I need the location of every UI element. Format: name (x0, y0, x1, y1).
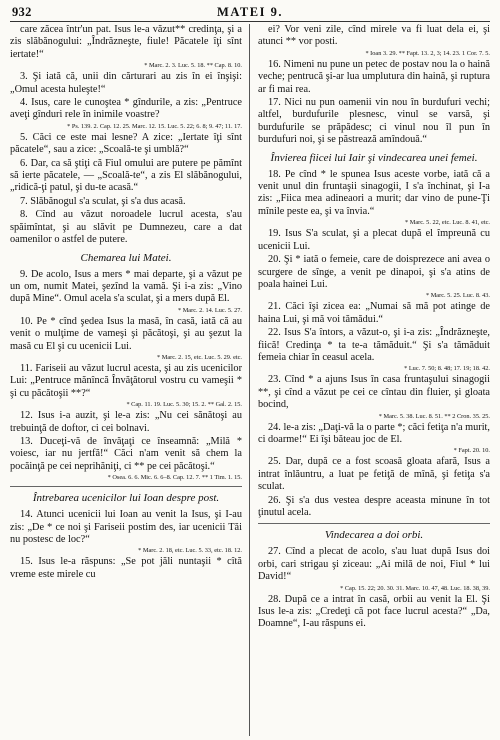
verse-paragraph: 10. Pe * cînd şedea Isus la masă, în casă, iată că au venit o mulţime de vameşi şi păcătoşi, şi au şezut la masă cu El şi cu ucenicii Lui. (10, 315, 242, 352)
section-rule (258, 523, 490, 524)
section-heading: Învierea fiicei lui Iair şi vindecarea unei femei. (270, 151, 478, 164)
cross-reference: * Cap. 15. 22; 20. 30. 31. Marc. 10. 47, 48. Luc. 18. 38, 39. (340, 584, 490, 592)
cross-reference: * Marc. 2. 14. Luc. 5. 27. (177, 306, 242, 314)
verse-paragraph: 21. Căci îşi zicea ea: „Numai să mă pot atinge de haina Lui, şi mă voi tămădui.“ (258, 301, 490, 325)
section-heading: Chemarea lui Matei. (80, 251, 172, 264)
page-number: 932 (12, 5, 32, 19)
verse-paragraph: 22. Isus S'a întors, a văzut-o, şi i-a zis: „Îndrăzneşte, fiică! Credinţa * ta te-a tămăduit.“ Şi s'a tămăduit femeia chiar în ceasul acela. (258, 327, 490, 363)
cross-reference: * Ps. 139. 2. Cap. 12. 25. Marc. 12. 15. Luc. 5. 22; 6. 8; 9. 47; 11. 17. (67, 122, 242, 130)
verse-paragraph: 5. Căci ce este mai lesne? A zice: „Iertate îţi sînt păcatele“, sau a zice: „Scoală-te şi umblă?“ (10, 131, 242, 156)
cross-reference: * Marc. 2. 3. Luc. 5. 18. ** Cap. 8. 10. (144, 62, 242, 70)
cross-reference: * Marc. 2. 18, etc. Luc. 5. 33, etc. 18. 12. (138, 547, 242, 555)
cross-reference: * Marc. 5. 25. Luc. 8. 43. (425, 292, 490, 300)
verse-paragraph: 3. Şi iată că, unii din cărturari au zis în ei înşişi: „Omul acesta huleşte!“ (10, 71, 242, 95)
right-column (258, 24, 490, 736)
verse-paragraph: ei? Vor veni zile, cînd mirele va fi luat dela ei, şi atunci ** vor posti. (258, 24, 490, 48)
verse-paragraph: 8. Cînd au văzut noroadele lucrul acesta, s'au spăimîntat, şi au slăvit pe Dumnezeu, care a dat oamenilor o astfel de putere. (10, 209, 242, 246)
page-title: MATEI 9. (217, 5, 283, 19)
verse-paragraph: 9. De acolo, Isus a mers * mai departe, şi a văzut pe un om, numit Matei, şezînd la vamă. Şi i-a zis: „Vino după Mine“. Omul acela s'a sculat, şi a mers după El. (10, 268, 242, 305)
verse-paragraph: 16. Nimeni nu pune un petec de postav nou la o haină veche; pentrucă şi-ar lua umplutura din haină, şi ruptura ar fi mai rea. (258, 58, 490, 95)
verse-paragraph: 14. Atunci ucenicii lui Ioan au venit la Isus, şi I-au zis: „De * ce noi şi Fariseii postim des, iar ucenicii Tăi nu postesc de loc?“ (10, 509, 242, 545)
verse-paragraph: 7. Slăbănogul s'a sculat, şi s'a dus acasă. (20, 195, 186, 207)
cross-reference: * Ioan 3. 29. ** Fapt. 13. 2, 3; 14. 23. 1 Cor. 7. 5. (365, 49, 490, 57)
verse-paragraph: care zăcea într'un pat. Isus le-a văzut** credinţa, şi a zis slăbănogului: „Îndrăzneşte, fiule! Păcatele îţi sînt iertate!“ (10, 24, 242, 60)
verse-paragraph: 15. Isus le-a răspuns: „Se pot jăli nuntaşii * cîtă vreme este mirele cu (10, 556, 242, 580)
verse-paragraph: 28. După ce a intrat în casă, orbii au venit la El. Şi Isus le-a zis: „Credeţi că pot face lucrul acesta?“ „Da, Doamne“, I-au răspuns ei. (258, 593, 490, 630)
cross-reference: * Luc. 7. 50; 8. 48; 17. 19; 18. 42. (404, 365, 490, 373)
verse-paragraph: 26. Şi s'a dus vestea despre aceasta minune în tot ţinutul acela. (258, 494, 490, 518)
verse-paragraph: 20. Şi * iată o femeie, care de doisprezece ani avea o scurgere de sînge, a venit pe dinapoi, şi s'a atins de poala hainei Lui. (258, 254, 490, 290)
verse-paragraph: 18. Pe cînd * le spunea Isus aceste vorbe, iată că a venit unul din fruntaşii sinagogii, I s'a închinat, şi I-a zis: „Fiica mea adineaori a murit; dar vino de pune-Ţi mînile peste ea, şi va învia.“ (258, 168, 490, 217)
verse-paragraph: 27. Cînd a plecat de acolo, s'au luat după Isus doi orbi, cari strigau şi ziceau: „Ai milă de noi, Fiul * lui David!“ (258, 546, 490, 583)
verse-paragraph: 19. Isus S'a sculat, şi a plecat după el împreună cu ucenicii Lui. (258, 228, 490, 252)
column-divider (249, 24, 250, 736)
verse-paragraph: 24. le-a zis: „Daţi-vă la o parte *; căci fetiţa n'a murit, ci doarme!“ Ei îşi băteau joc de El. (258, 421, 490, 445)
section-heading: Vindecarea a doi orbi. (324, 529, 424, 542)
cross-reference: * Marc. 5. 38. Luc. 8. 51. ** 2 Cron. 35. 25. (378, 412, 490, 420)
verse-paragraph: 25. Dar, după ce a fost scoasă gloata afară, Isus a intrat înlăuntru, a luat pe fetiţă de mînă, şi fetiţa s'a sculat. (258, 456, 490, 493)
section-rule (10, 486, 242, 487)
verse-paragraph: 11. Fariseii au văzut lucrul acesta, şi au zis ucenicilor Lui: „Pentruce mănîncă Învăţătorul vostru cu vameşii * şi cu păcătoşii **?“ (10, 362, 242, 399)
left-column (10, 24, 242, 736)
cross-reference: * Marc. 2. 15, etc. Luc. 5. 29. etc. (157, 353, 242, 361)
verse-paragraph: 17. Nici nu pun oamenii vin nou în burdufuri vechi; altfel, burdufurile plesnesc, vinul se varsă, şi burdufurile se prăpădesc; ci vinul nou îl pun în burdufuri noi, şi se păstrează amîndouă.“ (258, 97, 490, 146)
cross-reference: * Osea. 6. 6. Mic. 6. 6–8. Cap. 12. 7. ** 1 Tim. 1. 15. (107, 474, 242, 482)
verse-paragraph: 12. Isus i-a auzit, şi le-a zis: „Nu cei sănătoşi au trebuinţă de doftor, ci cei bolnavi. (10, 410, 242, 434)
header-rule (10, 21, 490, 22)
verse-paragraph: 13. Duceţi-vă de învăţaţi ce înseamnă: „Milă * voiesc, iar nu jertfă!“ Căci n'am venit să chem la pocăinţă pe cei neprihăniţi, ci ** pe cei păcătoşi.“ (10, 435, 242, 472)
page-header (0, 0, 500, 24)
verse-paragraph: 4. Isus, care le cunoştea * gîndurile, a zis: „Pentruce aveţi gînduri rele în inimile voastre? (10, 97, 242, 121)
cross-reference: * Cap. 11. 19. Luc. 5. 30; 15. 2. ** Gal. 2. 15. (126, 401, 242, 409)
section-heading: Întrebarea ucenicilor lui Ioan despre post. (32, 492, 220, 505)
cross-reference: * Marc. 5. 22, etc. Luc. 8. 41, etc. (405, 219, 490, 227)
verse-paragraph: 6. Dar, ca să ştiţi că Fiul omului are putere pe pămînt să ierte păcatele, — „Scoală-te“, a zis El slăbănogului, „ridică-ţi patul, şi du-te acasă.“ (10, 157, 242, 194)
cross-reference: * Fapt. 20. 10. (453, 447, 490, 455)
verse-paragraph: 23. Cînd * a ajuns Isus în casa fruntaşului sinagogii **, şi cînd a văzut pe cei ce cîntau din fluier, şi gloata bocind, (258, 374, 490, 411)
